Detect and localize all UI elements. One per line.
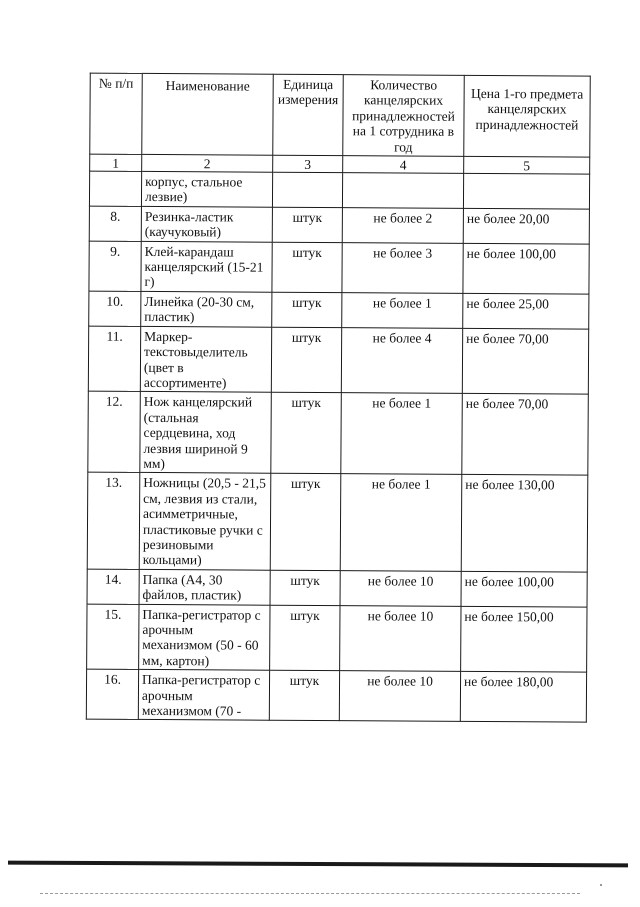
header-num: № п/п: [90, 73, 142, 154]
row-number: 16.: [86, 669, 138, 720]
table-row: [89, 206, 589, 244]
scan-speck: [600, 884, 602, 886]
row-unit: штук: [270, 605, 340, 671]
row-qty: не более 10: [340, 605, 461, 671]
col-number: 5: [464, 156, 590, 174]
header-row: [90, 73, 590, 157]
row-number: 9.: [89, 241, 141, 292]
row-unit: штук: [270, 474, 341, 571]
row-price: не более 70,00: [462, 328, 588, 394]
row-number: 14.: [87, 569, 139, 604]
row-unit: штук: [272, 207, 342, 242]
row-unit: штук: [272, 242, 342, 293]
row-unit: штук: [271, 327, 341, 393]
table-row: [89, 241, 589, 294]
row-qty: не более 1: [340, 474, 462, 571]
row-name: Маркер-текстовыделитель (цвет в ассортименте): [140, 326, 271, 392]
row-price: не более 20,00: [463, 208, 589, 244]
row-unit: штук: [272, 292, 342, 327]
row-number: 11.: [88, 326, 140, 392]
row-qty: не более 4: [341, 327, 462, 393]
row-name: Ножницы (20,5 - 21,5 см, лезвия из стали, асимметричные, пластиковые ручки с резиновыми кольцами): [139, 473, 271, 570]
row-price: не более 180,00: [460, 672, 586, 723]
table-row: [86, 669, 586, 722]
header-name: Наименование: [142, 73, 273, 155]
col-number: 1: [90, 154, 142, 171]
row-number: 13.: [87, 472, 140, 569]
header-unit: Единица измерения: [273, 74, 343, 155]
row-number: 12.: [88, 391, 140, 472]
row-number: 10.: [89, 291, 141, 326]
row-price: не более 100,00: [461, 571, 587, 607]
table-row: [88, 326, 588, 395]
col-number: 2: [142, 154, 273, 172]
row-price: не более 100,00: [463, 243, 589, 294]
col-number: 3: [273, 155, 343, 172]
row-price: не более 70,00: [462, 394, 588, 476]
row-name: Резинка-ластик (каучуковый): [141, 206, 272, 242]
table-row: [87, 472, 588, 571]
row-qty: не более 10: [339, 671, 460, 722]
row-name: Клей-карандаш канцелярский (15-21 г): [141, 241, 272, 292]
row-qty: не более 10: [340, 570, 461, 606]
row-name: Папка-регистратор с арочным механизмом (70 -: [138, 670, 269, 721]
row-price: не более 130,00: [461, 475, 588, 572]
row-price: не более 150,00: [461, 606, 587, 672]
row-qty: не более 1: [341, 393, 462, 475]
continuation-row: [89, 171, 589, 209]
row-name: Нож канцелярский (стальная сердцевина, ход лезвия шириной 9 мм): [140, 392, 271, 474]
table-row: [87, 569, 587, 607]
row-unit: штук: [271, 393, 341, 474]
row-number: 15.: [87, 604, 139, 670]
row-name: Линейка (20-30 см, пластик): [141, 291, 272, 327]
row-qty: не более 2: [342, 207, 463, 243]
row-qty: не более 1: [342, 293, 463, 329]
row-name: Папка-регистратор с арочным механизмом (50 - 60 мм, картон): [139, 604, 270, 670]
table-row: [87, 604, 587, 673]
row-number: 8.: [89, 206, 141, 241]
col-number: 4: [343, 156, 464, 174]
table-row: [88, 391, 588, 475]
continuation-name: корпус, стальное лезвие): [141, 171, 272, 207]
row-unit: штук: [270, 570, 340, 605]
table-row: [89, 291, 589, 329]
scan-dashed-line: [40, 893, 580, 894]
stationery-table: [86, 73, 591, 723]
row-qty: не более 3: [342, 242, 463, 293]
row-price: не более 25,00: [463, 293, 589, 329]
header-qty: Количество канцелярских принадлежностей на 1 сотрудника в год: [343, 75, 464, 157]
header-price: Цена 1-го предмета канцелярских принадлежностей: [464, 75, 590, 157]
row-name: Папка (А4, 30 файлов, пластик): [139, 569, 270, 605]
row-unit: штук: [269, 670, 339, 721]
